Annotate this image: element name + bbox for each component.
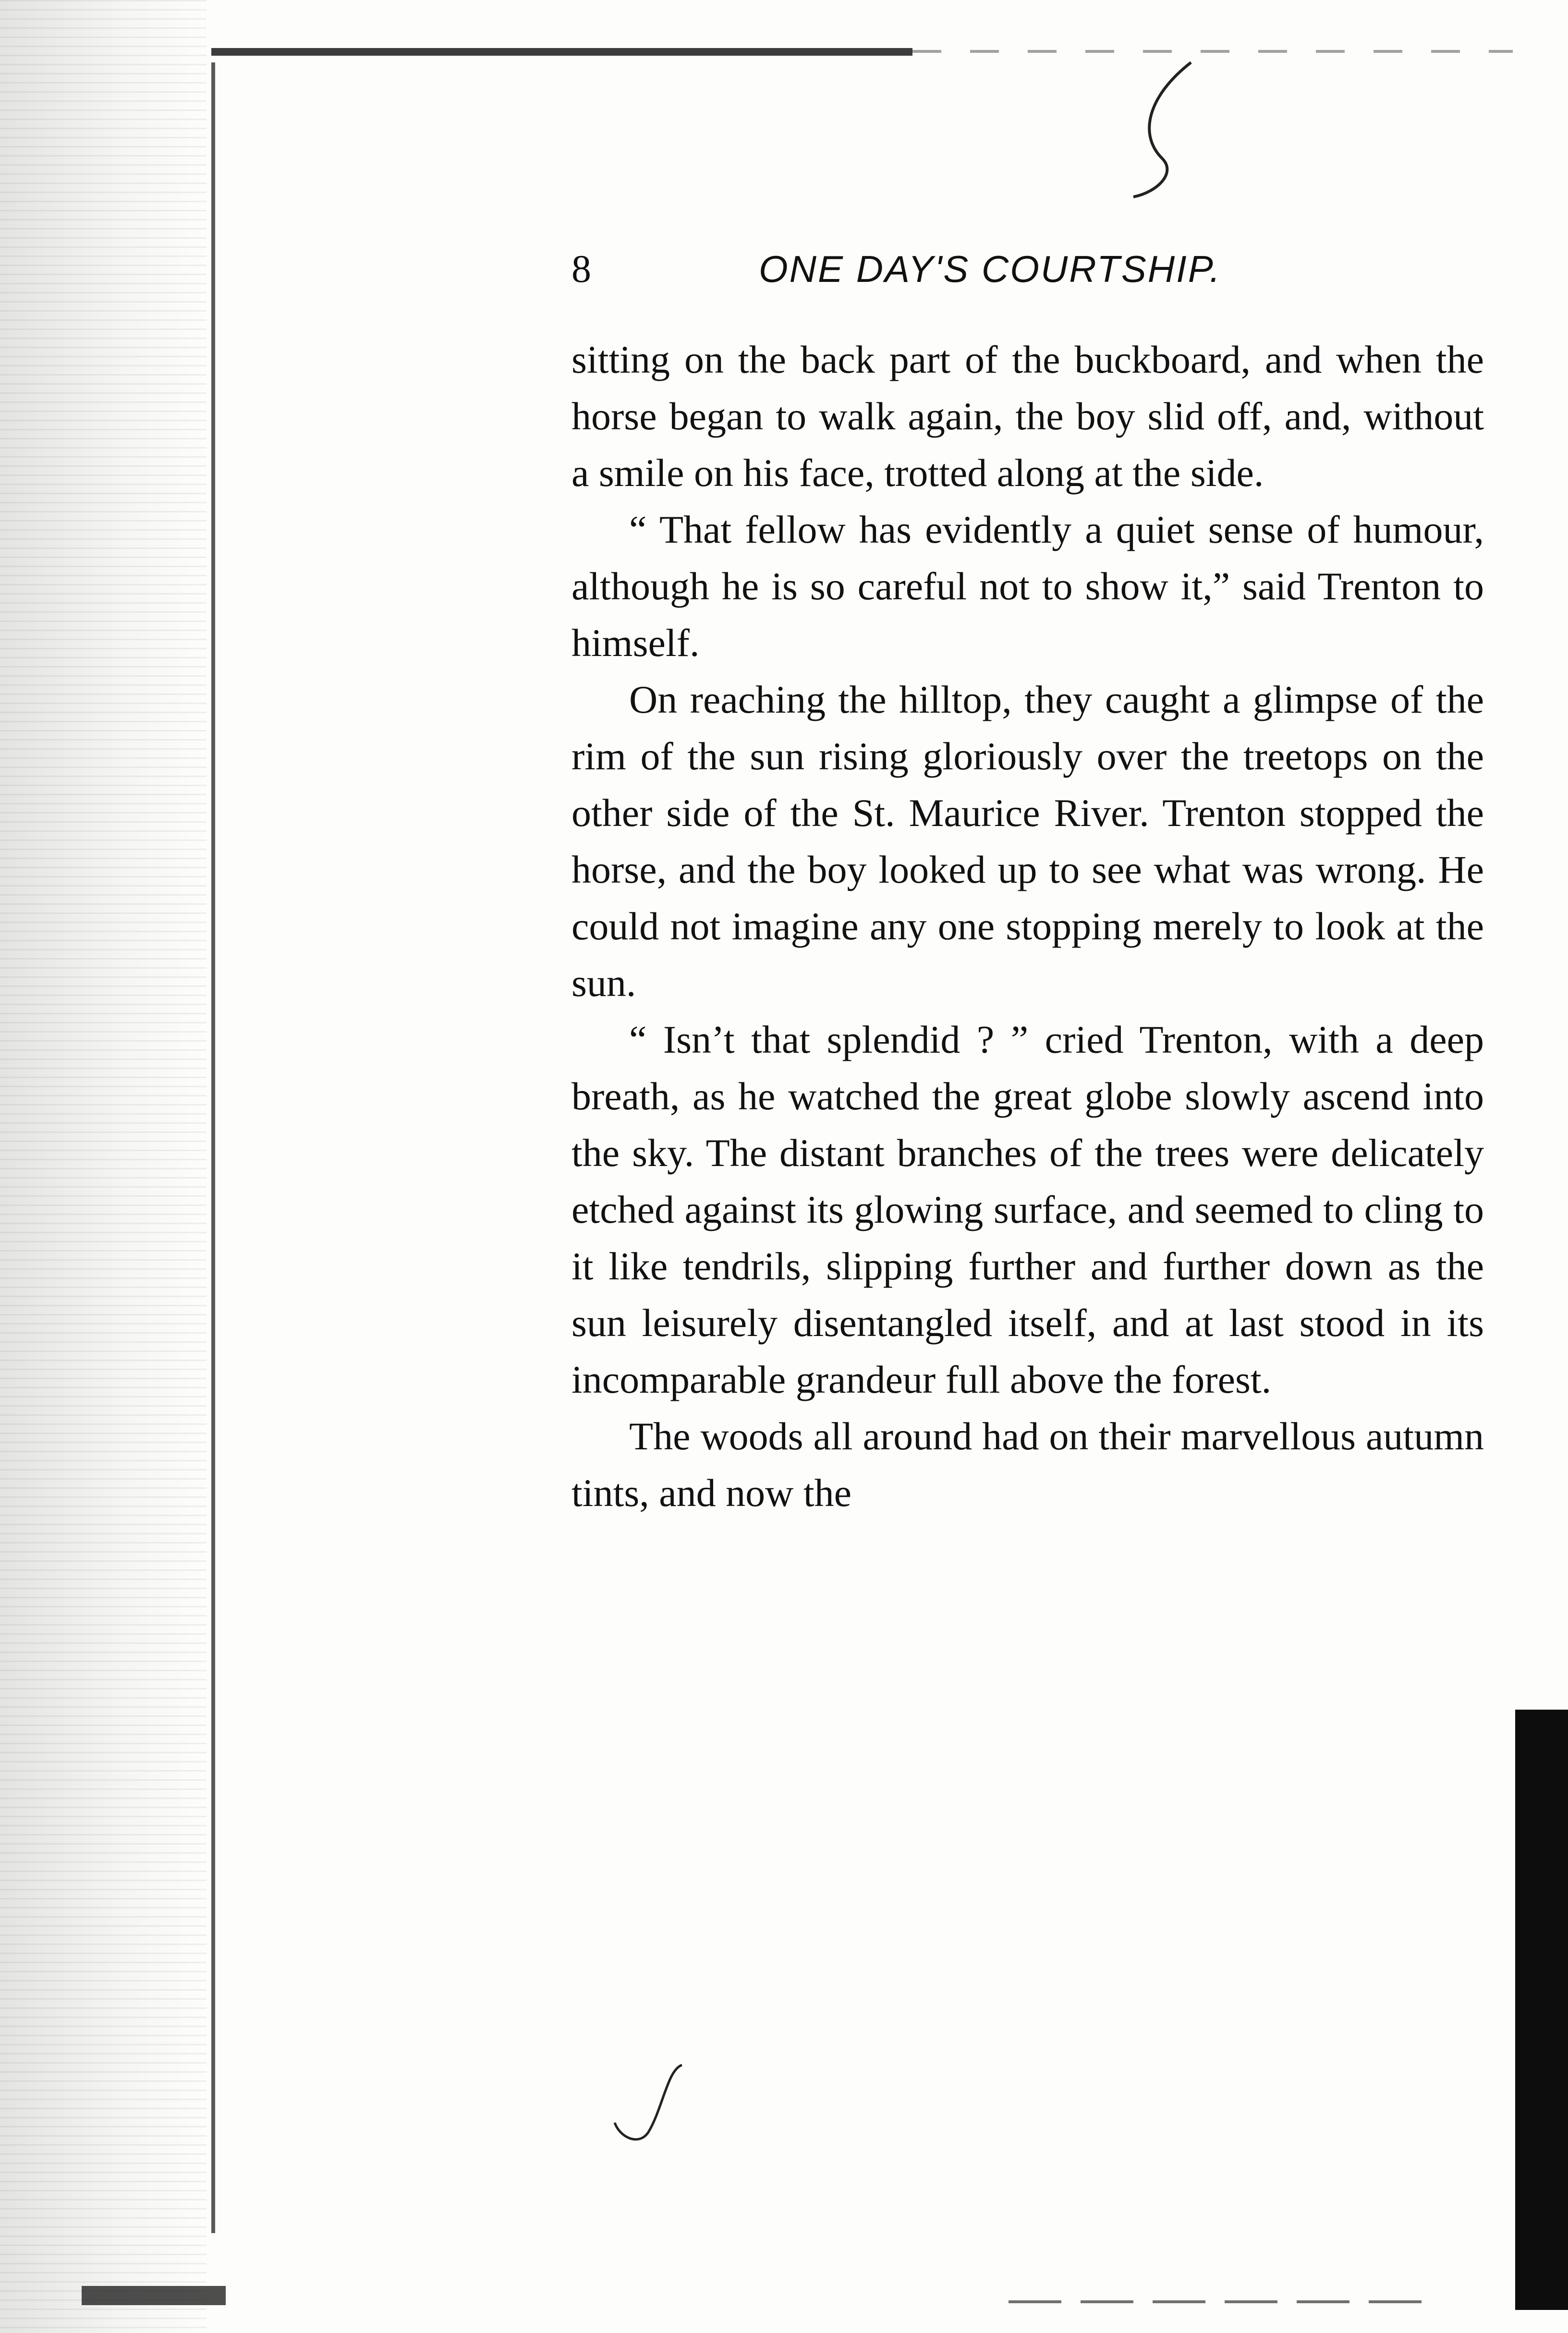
top-border-dashes (912, 50, 1513, 53)
paragraph-3: On reaching the hilltop, they caught a glimpse of the rim of the sun rising gloriously over the treetops on the other side of the St. Maurice River. Trenton stopped the horse, and the boy looked up to see what was wrong. He could not imagine any one stopping merely to look at the sun. (571, 678, 1484, 1005)
top-page-border (211, 48, 912, 56)
pencil-stroke-top (1119, 58, 1215, 202)
running-head (571, 240, 1494, 298)
bottom-left-scan-mark (82, 2286, 226, 2305)
page-number: 8 (571, 247, 591, 291)
paragraph-2: “ That fellow has evidently a quiet sense of humour, although he is so careful not to show it,” said Trenton to himself. (571, 508, 1484, 665)
body-text (571, 331, 1484, 1521)
paragraph-5: The woods all around had on their marvellous autumn tints, and now the (571, 1414, 1484, 1515)
left-page-border (211, 62, 215, 2233)
right-edge-scan-bar (1515, 1710, 1568, 2310)
paragraph-4: “ Isn’t that splendid ? ” cried Trenton, with a deep breath, as he watched the great globe slowly ascend into the sky. The distant branches of the trees were delicately etched against its glowing surface, and seemed to cling to it like tendrils, slipping further and further down as the sun leisurely disentangled itself, and at last stood in its incomparable grandeur full above the forest. (571, 1018, 1484, 1401)
bottom-border-dashes (1009, 2300, 1441, 2303)
paragraph-1: sitting on the back part of the buckboard, and when the horse began to walk again, the boy slid off, and, without a smile on his face, trotted along at the side. (571, 338, 1484, 495)
running-title: ONE DAY'S COURTSHIP. (759, 248, 1222, 290)
pencil-stroke-bottom (610, 2055, 696, 2151)
binding-edge-shadow (0, 0, 207, 2333)
